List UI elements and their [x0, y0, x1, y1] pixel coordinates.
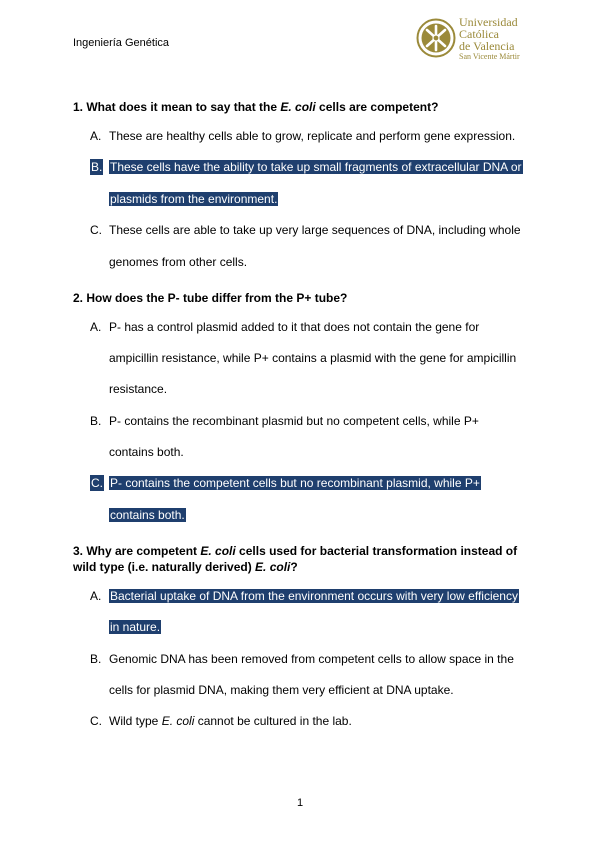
- option-text-line: These are healthy cells able to grow, replicate and perform gene expression.: [109, 129, 516, 143]
- option-text-line: genomes from other cells.: [109, 255, 248, 269]
- option-text-line: cells for plasmid DNA, making them very efficient at DNA uptake.: [109, 683, 454, 697]
- question-2-title: 2. How does the P- tube differ from the P+ tube?: [73, 291, 348, 305]
- university-emblem-icon: [416, 18, 456, 58]
- option-text-line: contains both.: [110, 508, 185, 522]
- question-3-text-end: ?: [290, 560, 298, 574]
- logo-line-1: Universidad: [459, 15, 518, 29]
- species-name: E. coli: [280, 100, 316, 114]
- option-text-line: resistance.: [109, 382, 168, 396]
- option-text-line: Wild type E. coli cannot be cultured in the lab.: [109, 714, 352, 728]
- question-1-title: 1. What does it mean to say that the E. coli cells are competent?: [73, 100, 439, 114]
- logo-line-4: San Vicente Mártir: [459, 52, 520, 61]
- option-letter: B.: [90, 414, 102, 428]
- option-text-line: Bacterial uptake of DNA from the environment occurs with very low efficiency: [110, 589, 518, 603]
- university-logo: [416, 16, 536, 62]
- species-name: E. coli: [200, 544, 236, 558]
- option-letter: B.: [91, 160, 103, 174]
- question-3-text-middle: cells used for bacterial transformation instead of wild type (i.e. naturally derived): [73, 544, 518, 574]
- option-text-line: P- contains the competent cells but no recombinant plasmid, while P+: [110, 476, 480, 490]
- option-letter: A.: [90, 129, 102, 143]
- option-letter: A.: [90, 589, 102, 603]
- option-text-line: plasmids from the environment.: [110, 192, 278, 206]
- page-number: 1: [296, 797, 304, 809]
- logo-line-2: Católica: [459, 27, 499, 41]
- question-3-text-start: 3. Why are competent: [73, 544, 201, 558]
- option-text-line: in nature.: [110, 620, 161, 634]
- option-text-line: These cells are able to take up very large sequences of DNA, including whole: [109, 223, 521, 237]
- university-name: [459, 16, 520, 62]
- option-text-line: Genomic DNA has been removed from competent cells to allow space in the: [109, 652, 514, 666]
- question-3-title: [73, 543, 533, 575]
- option-text-line: ampicillin resistance, while P+ contains a plasmid with the gene for ampicillin: [109, 351, 517, 365]
- option-text-line: P- contains the recombinant plasmid but no competent cells, while P+: [109, 414, 479, 428]
- option-letter: C.: [90, 714, 102, 728]
- option-text-line: contains both.: [109, 445, 184, 459]
- option-letter: A.: [90, 320, 102, 334]
- option-letter: C.: [91, 476, 103, 490]
- option-text-line: These cells have the ability to take up small fragments of extracellular DNA or: [110, 160, 522, 174]
- logo-line-3: de Valencia: [459, 39, 515, 53]
- species-name: E. coli: [255, 560, 291, 574]
- option-text-line: P- has a control plasmid added to it that does not contain the gene for: [109, 320, 480, 334]
- document-header-title: Ingeniería Genética: [73, 37, 170, 49]
- option-letter: B.: [90, 652, 102, 666]
- option-letter: C.: [90, 223, 102, 237]
